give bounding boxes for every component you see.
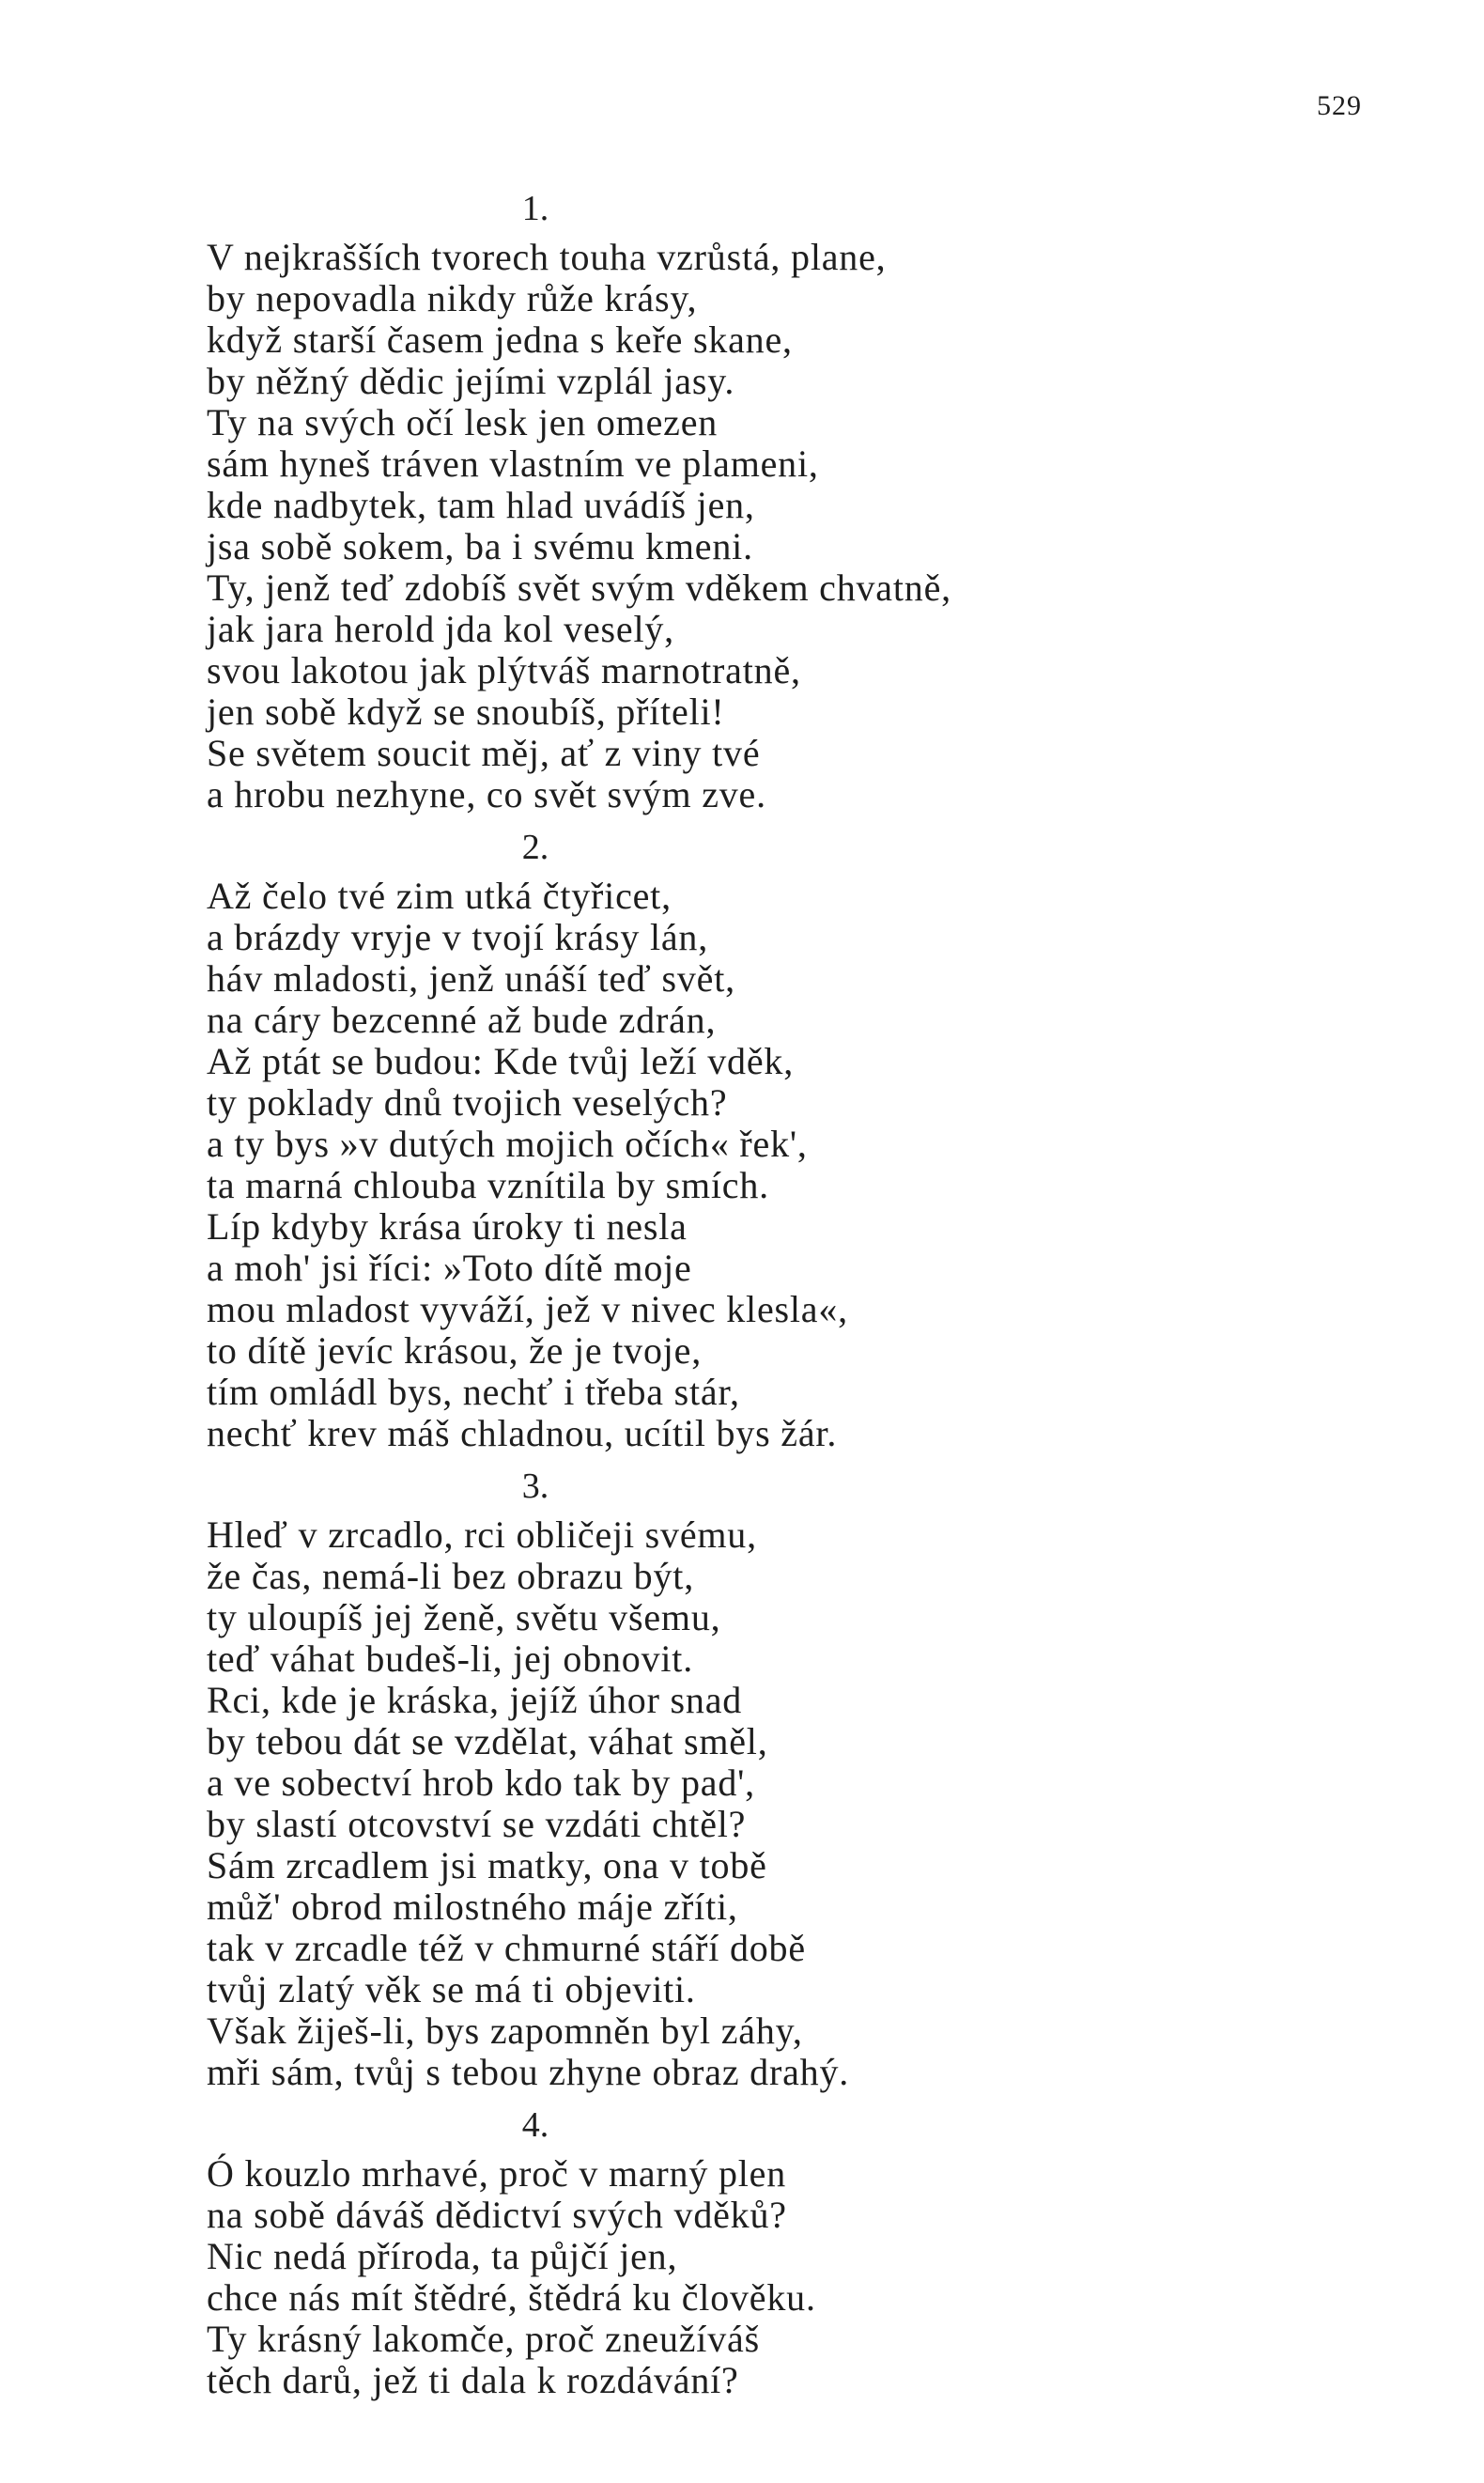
- verse-line: by nepovadla nikdy růže krásy,: [207, 277, 698, 319]
- verse-line: tvůj zlatý věk se má ti objeviti.: [207, 1968, 696, 2010]
- verse-line: Sám zrcadlem jsi matky, ona v tobě: [207, 1844, 767, 1886]
- sonnet-number-4: 4.: [521, 2105, 549, 2145]
- verse-line: Nic nedá příroda, ta půjčí jen,: [207, 2235, 678, 2277]
- verse-line: Se světem soucit měj, ať z viny tvé: [207, 732, 761, 774]
- verse-line: tak v zrcadle též v chmurné stáří době: [207, 1927, 806, 1969]
- verse-line: Ó kouzlo mrhavé, proč v marný plen: [207, 2152, 787, 2195]
- verse-line: Ty na svých očí lesk jen omezen: [207, 401, 719, 443]
- verse-line: Ty, jenž teď zdobíš svět svým vděkem chvatně,: [207, 566, 951, 609]
- verse-line: jak jara herold jda kol veselý,: [207, 608, 674, 650]
- verse-line: ty poklady dnů tvojich veselých?: [207, 1081, 728, 1124]
- verse-line: a hrobu nezhyne, co svět svým zve.: [207, 773, 766, 815]
- verse-line: když starší časem jedna s keře skane,: [207, 318, 793, 361]
- sonnet-number-1: 1.: [521, 189, 549, 228]
- verse-line: Hleď v zrcadlo, rci obličeji svému,: [207, 1513, 757, 1556]
- verse-line: Ty krásný lakomče, proč zneužíváš: [207, 2318, 760, 2360]
- verse-line: by něžný dědic jejími vzplál jasy.: [207, 360, 735, 402]
- verse-line: kde nadbytek, tam hlad uvádíš jen,: [207, 484, 755, 526]
- verse-line: a moh' jsi říci: »Toto dítě moje: [207, 1247, 692, 1289]
- verse-line: na sobě dáváš dědictví svých vděků?: [207, 2194, 787, 2236]
- verse-line: mři sám, tvůj s tebou zhyne obraz drahý.: [207, 2051, 850, 2093]
- verse-line: by tebou dát se vzdělat, váhat směl,: [207, 1720, 768, 1762]
- verse-line: teď váhat budeš-li, jej obnovit.: [207, 1637, 694, 1680]
- verse-line: a brázdy vryje v tvojí krásy lán,: [207, 916, 709, 958]
- verse-line: ty uloupíš jej ženě, světu všemu,: [207, 1596, 721, 1638]
- verse-line: sám hyneš tráven vlastním ve plameni,: [207, 442, 819, 485]
- verse-line: a ve sobectví hrob kdo tak by pad',: [207, 1761, 755, 1804]
- verse-line: chce nás mít štědré, štědrá ku člověku.: [207, 2276, 816, 2319]
- verse-line: tím omládl bys, nechť i třeba stár,: [207, 1371, 740, 1413]
- sonnet-number-3: 3.: [521, 1467, 549, 1506]
- verse-line: Až čelo tvé zim utká čtyřicet,: [207, 875, 672, 917]
- verse-line: jen sobě když se snoubíš, příteli!: [207, 691, 725, 733]
- verse-line: můž' obrod milostného máje zříti,: [207, 1886, 738, 1928]
- verse-line: mou mladost vyváží, jež v nivec klesla«,: [207, 1288, 848, 1330]
- verse-line: to dítě jevíc krásou, že je tvoje,: [207, 1329, 703, 1372]
- verse-line: háv mladosti, jenž unáší teď svět,: [207, 957, 735, 1000]
- verse-line: Však žiješ-li, bys zapomněn byl záhy,: [207, 2010, 803, 2052]
- verse-line: by slastí otcovství se vzdáti chtěl?: [207, 1803, 747, 1845]
- verse-line: a ty bys »v dutých mojich očích« řek',: [207, 1123, 808, 1165]
- verse-line: Až ptát se budou: Kde tvůj leží vděk,: [207, 1040, 795, 1082]
- sonnet-number-2: 2.: [521, 828, 549, 867]
- verse-line: Rci, kde je kráska, jejíž úhor snad: [207, 1679, 743, 1721]
- page-number: 529: [1317, 90, 1362, 121]
- verse-line: na cáry bezcenné až bude zdrán,: [207, 999, 717, 1041]
- verse-line: že čas, nemá-li bez obrazu být,: [207, 1555, 694, 1597]
- verse-line: svou lakotou jak plýtváš marnotratně,: [207, 649, 801, 691]
- verse-line: jsa sobě sokem, ba i svému kmeni.: [207, 525, 753, 567]
- verse-line: nechť krev máš chladnou, ucítil bys žár.: [207, 1412, 838, 1454]
- verse-line: těch darů, jež ti dala k rozdávání?: [207, 2359, 739, 2401]
- verse-line: ta marná chlouba vznítila by smích.: [207, 1164, 769, 1206]
- verse-line: Líp kdyby krása úroky ti nesla: [207, 1205, 688, 1248]
- verse-line: V nejkrašších tvorech touha vzrůstá, plane,: [207, 236, 887, 278]
